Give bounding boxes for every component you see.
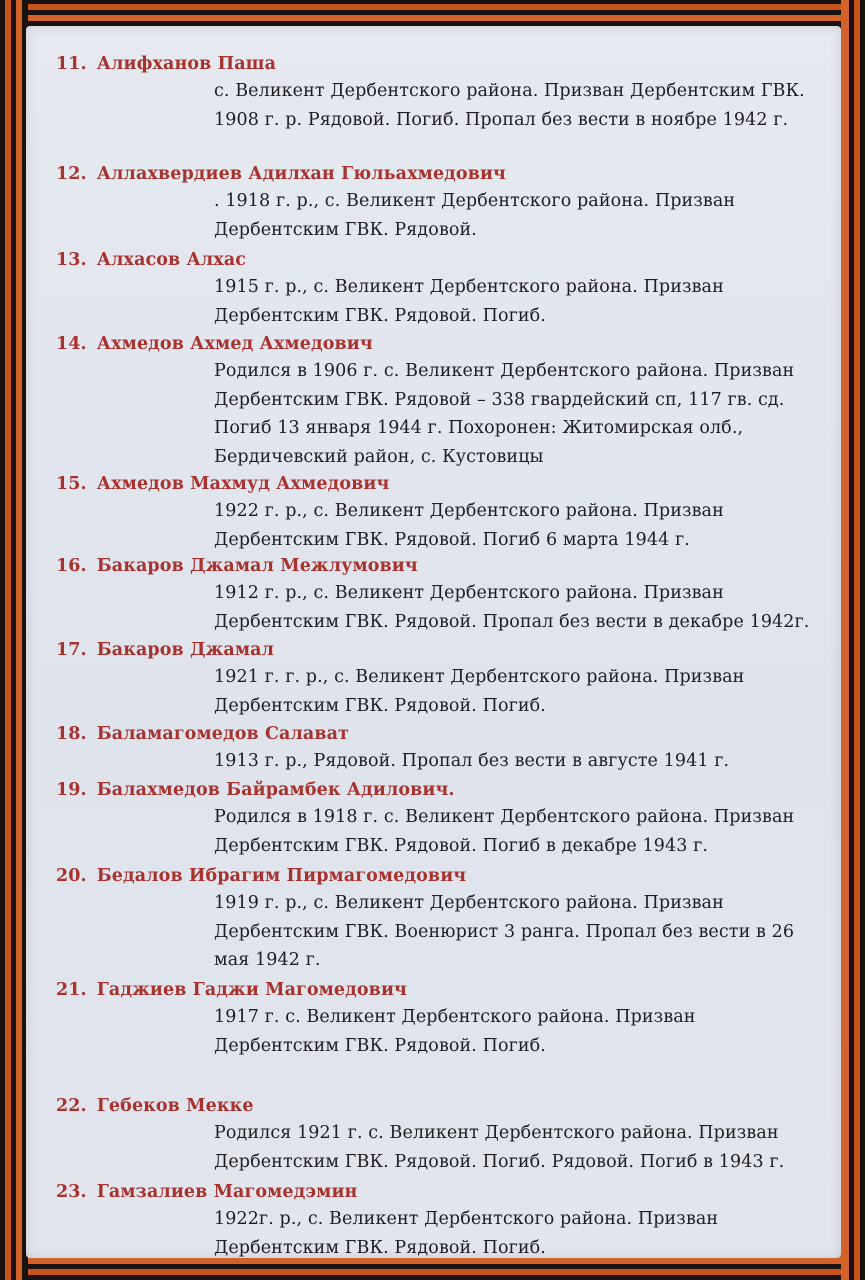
entry-number: 18. <box>56 724 87 744</box>
ribbon-border-top <box>0 0 865 28</box>
entry-heading <box>56 640 274 660</box>
entry-detail-line: 1921 г. г. р., с. Великент Дербентского района. Призван <box>214 667 745 687</box>
entry-detail-line: 1915 г. р., с. Великент Дербентского района. Призван <box>214 277 724 297</box>
entry-name: Гебеков Мекке <box>96 1096 254 1116</box>
entry-detail-line: Дербентским ГВК. Рядовой. Погиб. <box>214 1035 546 1056</box>
entry-detail-line: Дербентским ГВК. Рядовой. Погиб. <box>214 695 546 716</box>
entry-detail-line: 1922 г. р., с. Великент Дербентского района. Призван <box>214 501 724 521</box>
entry-detail-line: Дербентским ГВК. Рядовой. Погиб. Рядовой. Погиб в 1943 г. <box>214 1151 785 1172</box>
entry-detail-line: Дербентским ГВК. Рядовой. Погиб. <box>214 1237 546 1258</box>
entry-detail-line: 1919 г. р., с. Великент Дербентского района. Призван <box>214 893 724 913</box>
entry-heading <box>56 474 389 494</box>
ribbon-border-right <box>841 0 865 1280</box>
entry-heading <box>56 54 276 74</box>
entry-number: 11. <box>56 54 87 74</box>
entry-heading <box>56 334 373 354</box>
entry-detail-line: 1912 г. р., с. Великент Дербентского района. Призван <box>214 583 724 603</box>
entry-detail-line: Родился 1921 г. с. Великент Дербентского района. Призван <box>214 1123 779 1143</box>
entry-number: 12. <box>56 164 87 184</box>
entry-detail-line: Дербентским ГВК. Рядовой. Погиб в декабре 1943 г. <box>214 835 709 856</box>
entry-number: 21. <box>56 980 87 1000</box>
entry-heading <box>56 980 407 1000</box>
entry-detail-line: Дербентским ГВК. Военюрист 3 ранга. Пропал без вести в 26 <box>214 921 795 942</box>
entry-heading <box>56 1096 254 1116</box>
entry-name: Гамзалиев Магомедэмин <box>96 1182 358 1202</box>
entry-detail-line: 1922г. р., с. Великент Дербентского района. Призван <box>214 1209 719 1229</box>
entry-heading <box>56 556 418 576</box>
ribbon-border-bottom <box>0 1256 865 1280</box>
entry-name: Бедалов Ибрагим Пирмагомедович <box>96 866 467 886</box>
entry-detail-line: Родился в 1918 г. с. Великент Дербентского района. Призван <box>214 807 795 827</box>
entry-detail-line: Дербентским ГВК. Рядовой. <box>214 219 477 240</box>
entry-detail-line: Дербентским ГВК. Рядовой. Погиб. <box>214 305 546 326</box>
entry-name: Алифханов Паша <box>96 54 277 74</box>
entry-number: 22. <box>56 1096 87 1116</box>
entry-detail-line: Дербентским ГВК. Рядовой. Погиб 6 марта 1944 г. <box>214 529 690 550</box>
entry-heading <box>56 866 466 886</box>
entry-detail-line: Родился в 1906 г. с. Великент Дербентского района. Призван <box>214 361 795 381</box>
entry-detail-line: 1913 г. р., Рядовой. Пропал без вести в августе 1941 г. <box>214 751 730 771</box>
entry-detail-line: мая 1942 г. <box>214 950 321 970</box>
memorial-list-page <box>26 26 841 1258</box>
entry-name: Алхасов Алхас <box>96 250 247 270</box>
entry-detail-line: 1917 г. с. Великент Дербентского района. Призван <box>214 1007 696 1027</box>
entry-name: Баламагомедов Салават <box>96 724 349 744</box>
entry-detail-line: Дербентским ГВК. Рядовой – 338 гвардейский сп, 117 гв. сд. <box>214 389 785 410</box>
entry-number: 13. <box>56 250 87 270</box>
entry-heading <box>56 780 455 800</box>
entry-heading <box>56 724 349 744</box>
entry-detail-line: Погиб 13 января 1944 г. Похоронен: Житомирская олб., <box>214 418 744 438</box>
entry-number: 15. <box>56 474 87 494</box>
entry-name: Балахмедов Байрамбек Адилович. <box>96 780 455 800</box>
entry-number: 14. <box>56 334 87 354</box>
entry-detail-line: с. Великент Дербентского района. Призван Дербентским ГВК. <box>214 81 805 101</box>
entry-heading <box>56 1182 357 1202</box>
entry-name: Ахмедов Ахмед Ахмедович <box>96 334 373 354</box>
entry-detail-line: . 1918 г. р., с. Великент Дербентского района. Призван <box>214 191 736 211</box>
entry-heading <box>56 164 506 184</box>
ribbon-border-left <box>0 0 28 1280</box>
entry-name: Гаджиев Гаджи Магомедович <box>96 980 407 1000</box>
entry-heading <box>56 250 246 270</box>
entry-number: 17. <box>56 640 87 660</box>
entry-detail-line: 1908 г. р. Рядовой. Погиб. Пропал без вести в ноябре 1942 г. <box>214 109 789 130</box>
entry-number: 19. <box>56 780 87 800</box>
entry-detail-line: Бердичевский район, с. Кустовицы <box>214 446 544 467</box>
entry-number: 20. <box>56 866 87 886</box>
entry-number: 23. <box>56 1182 87 1202</box>
entry-name: Аллахвердиев Адилхан Гюльахмедович <box>96 164 506 184</box>
entry-name: Бакаров Джамал <box>96 640 275 660</box>
entry-name: Ахмедов Махмуд Ахмедович <box>96 474 390 494</box>
entry-name: Бакаров Джамал Межлумович <box>96 556 418 576</box>
entry-number: 16. <box>56 556 87 576</box>
entry-detail-line: Дербентским ГВК. Рядовой. Пропал без вести в декабре 1942г. <box>214 611 810 632</box>
